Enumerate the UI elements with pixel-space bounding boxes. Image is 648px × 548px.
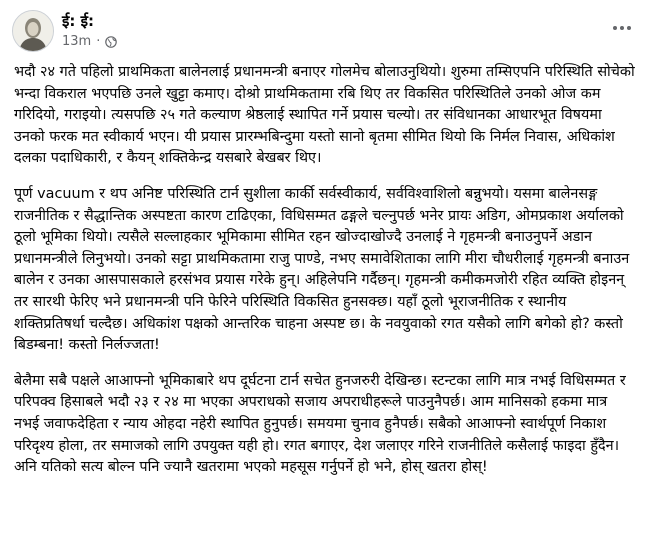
- separator-dot: ·: [96, 34, 101, 49]
- more-options-icon[interactable]: [606, 12, 638, 44]
- avatar[interactable]: [12, 10, 54, 52]
- post-subline: [62, 33, 117, 50]
- post-meta: [62, 12, 117, 50]
- post-paragraph-2: पूर्ण vacuum र थप अनिष्ट परिस्थिति टार्न सुशीला कार्की सर्वस्वीकार्य, सर्वविश्वाशिलो बन्नुभयो। यसमा बालेनसङ्ग राजनीतिक र सैद्धान्तिक अस्पष्टता कारण टाढिएका, विधिसम्मत ढङ्गले चल्नुपर्छ भनेर प्रायः अडिग, ओमप्रकाश अर्यालको ठूलो भूमिका थियो। त्यसैले सल्लाहकार भूमिकामा सीमित रहन खोज्दाखोज्दै उनलाई ने गृहमन्त्री बनाउनुपर्ने अडान प्रधानमन्त्रीले लिनुभयो। उनको सट्टा प्राथमिकतामा राजु पाण्डे, नभए समावेशिताका लागि मीरा चौधरीलाई गृहमन्त्री बनाउन बालेन र उनका आसपासकाले हरसंभव प्रयास गरेके हुन्। अहिलेपनि गर्दैछन्। गृहमन्त्री कमीकमजोरी रहित व्यक्ति होइनन् तर सारथी फेरिए भने प्रधानमन्त्री पनि फेरिने परिस्थिति विकसित हुनसक्छ। यहाँ ठूलो भूराजनीतिक र स्थानीय शक्तिप्रतिषर्धा चल्दैछ। अधिकांश पक्षको आन्तरिक चाहना अस्पष्ट छ। के नवयुवाको रगत यसैको लागि बगेको हो? कस्तो बिडम्बना! कस्तो निर्लज्जता!: [14, 185, 630, 354]
- author-name[interactable]: ई: ई:: [62, 12, 94, 30]
- avatar-portrait-icon: [13, 11, 53, 51]
- globe-icon[interactable]: [105, 36, 117, 48]
- post-body: [14, 62, 636, 493]
- post-paragraph-1: भदौ २४ गते पहिलो प्राथमिकता बालेनलाई प्रधानमन्त्री बनाएर गोलमेच बोलाउनुथियो। शुरुमा तम्सिएपनि परिस्थिति सोचेको भन्दा विकराल भएपछि उनले खुट्टा कमाए। दोश्रो प्राथमिकतामा रबि थिए तर विकसित परिस्थितिले उनको ओज कम गरिदियो, गराइयो। त्यसपछि २५ गते कल्याण श्रेष्ठलाई स्थापित गर्ने प्रयास चल्यो। तर संविधानका आधारभूत विषयमा उनको फरक मत स्वीकार्य भएन। यी प्रयास प्रारम्भबिन्दुमा यस्तो सानो बृतमा सीमित थियो कि निर्मल निवास, अधिकांश दलका पदाधिकारी, र कैयन् शक्तिकेन्द्र यसबारे बेखबर थिए।: [14, 64, 635, 167]
- post-header: [12, 8, 117, 54]
- post-paragraph-3: बेलैमा सबै पक्षले आआफ्नो भूमिकाबारे थप दूर्घटना टार्न सचेत हुनजरुरी देखिन्छ। स्टन्टका लागि मात्र नभई विधिसम्मत र परिपक्व हिसाबले भदौ २३ र २४ मा भएका अपराधको सजाय अपराधीहरूले पाउनुनैपर्छ। आम मानिसको हकमा मात्र नभई जवाफदेहिता र न्याय ओहदा नहेरी स्थापित हुनुपर्छ। समयमा चुनाव हुनैपर्छ। सबैको आआफ्नो स्वार्थपूर्ण निकाश परिदृश्य होला, तर समाजको लागि उपयुक्त यही हो। रगत बगाएर, देश जलाएर गरिने राजनीतिले कसैलाई फाइदा हुँदैन। अनि यतिको सत्य बोल्न पनि ज्यानै खतरामा भएको महसूस गर्नुपर्ने हो भने, होस् खतरा होस्!: [14, 372, 626, 476]
- post-timestamp[interactable]: 13m: [62, 34, 92, 49]
